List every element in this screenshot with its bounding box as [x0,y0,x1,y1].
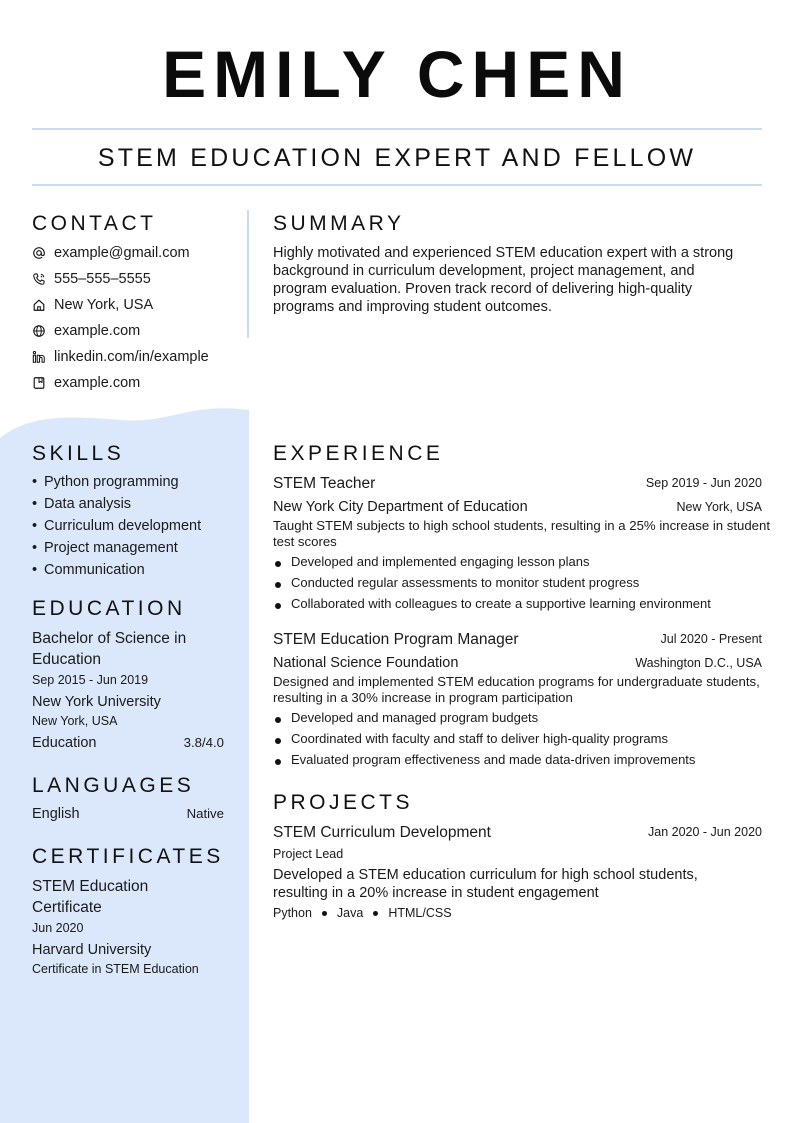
education-heading: EDUCATION [32,597,186,620]
education-dates: Sep 2015 - Jun 2019 [32,673,149,687]
summary-line: background in curriculum development, project management, and [273,263,695,279]
contact-email[interactable] [32,242,190,264]
candidate-name: EMILY CHEN [162,37,632,111]
contact-phone-text: 555–555–5555 [54,271,151,287]
project-skill: Java [336,906,364,920]
certificate-detail: Certificate in STEM Education [32,962,199,976]
projects-heading: PROJECTS [273,791,414,814]
skill-item: • Project management [32,540,178,556]
contact-linkedin[interactable] [32,346,209,368]
project-description-cont: resulting in a 20% increase in student engagement [273,885,599,901]
job-bullet: Collaborated with colleagues to create a supportive learning environment [273,593,762,614]
education-school: New York University [32,694,161,710]
separator-dot [322,911,327,916]
professional-title: STEM EDUCATION EXPERT AND FELLOW [97,144,697,172]
contact-website[interactable] [32,320,140,342]
job-location: Washington D.C., USA [635,656,762,670]
project-title: STEM Curriculum Development [273,824,491,841]
contact-linkedin-text: linkedin.com/in/example [54,349,209,365]
linkedin-icon [32,350,46,364]
job-description-cont: resulting in a 30% increase in program participation [273,690,573,705]
experience-heading: EXPERIENCE [273,442,444,465]
job-description: Designed and implemented STEM education programs for undergraduate students, [273,674,760,689]
education-gpa: 3.8/4.0 [183,735,224,750]
skills-heading: SKILLS [32,442,125,465]
education-field: Education [32,735,97,751]
job-bullet: Developed and implemented engaging lesson plans [273,551,762,572]
skill-item: • Curriculum development [32,518,202,534]
job-bullet: Evaluated program effectiveness and made data-driven improvements [273,749,762,770]
certificates-heading: CERTIFICATES [32,845,224,868]
job-description-cont: test scores [273,534,337,549]
job-location: New York, USA [676,500,762,514]
job-organization: National Science Foundation [273,655,459,671]
contact-email-text: example@gmail.com [54,245,190,261]
job-bullet: Coordinated with faculty and staff to deliver high-quality programs [273,728,762,749]
separator-dot [373,911,378,916]
education-location: New York, USA [32,714,118,728]
education-degree-cont: Education [32,651,101,668]
contact-heading: CONTACT [32,212,157,235]
education-degree: Bachelor of Science in [32,630,187,647]
project-skill: Python [273,906,312,920]
contact-portfolio[interactable] [32,372,140,394]
header-top-rule [32,128,762,130]
job-dates: Sep 2019 - Jun 2020 [645,476,762,490]
project-role: Project Lead [273,847,344,861]
certificate-issuer: Harvard University [32,942,152,958]
column-divider [247,210,249,338]
project-skill: HTML/CSS [388,906,452,920]
skill-item: • Data analysis [32,496,132,512]
job-bullet: Developed and managed program budgets [273,707,762,728]
job-organization: New York City Department of Education [273,499,528,515]
home-icon [32,298,46,312]
summary-heading: SUMMARY [273,212,405,235]
project-dates: Jan 2020 - Jun 2020 [648,825,762,839]
contact-phone[interactable] [32,268,151,290]
at-icon [32,246,46,260]
language-level: Native [186,806,224,821]
summary-line: program evaluation. Proven track record of delivering high-quality [273,281,693,297]
job-title: STEM Education Program Manager [273,631,519,648]
header-bottom-rule [32,184,762,186]
contact-location [32,294,153,316]
languages-heading: LANGUAGES [32,774,195,797]
certificate-name-cont: Certificate [32,899,102,916]
summary-line: programs and improving student outcomes. [273,299,552,315]
project-skills [273,904,452,922]
contact-website-text: example.com [54,323,141,339]
contact-portfolio-text: example.com [54,375,141,391]
job-title: STEM Teacher [273,475,376,492]
job-description: Taught STEM subjects to high school students, resulting in a 25% increase in student [273,518,771,533]
project-description: Developed a STEM education curriculum for high school students, [273,867,698,883]
phone-icon [32,272,46,286]
language-name: English [32,806,80,822]
contact-location-text: New York, USA [54,297,154,313]
skill-item: • Python programming [32,474,179,490]
certificate-date: Jun 2020 [32,921,84,935]
globe-icon [32,324,46,338]
summary-line: Highly motivated and experienced STEM education expert with a strong [273,245,734,261]
skill-item: • Communication [32,562,145,578]
job-bullet: Conducted regular assessments to monitor student progress [273,572,762,593]
certificate-name: STEM Education [32,878,149,895]
job-dates: Jul 2020 - Present [660,632,762,646]
bookmark-icon [32,376,46,390]
